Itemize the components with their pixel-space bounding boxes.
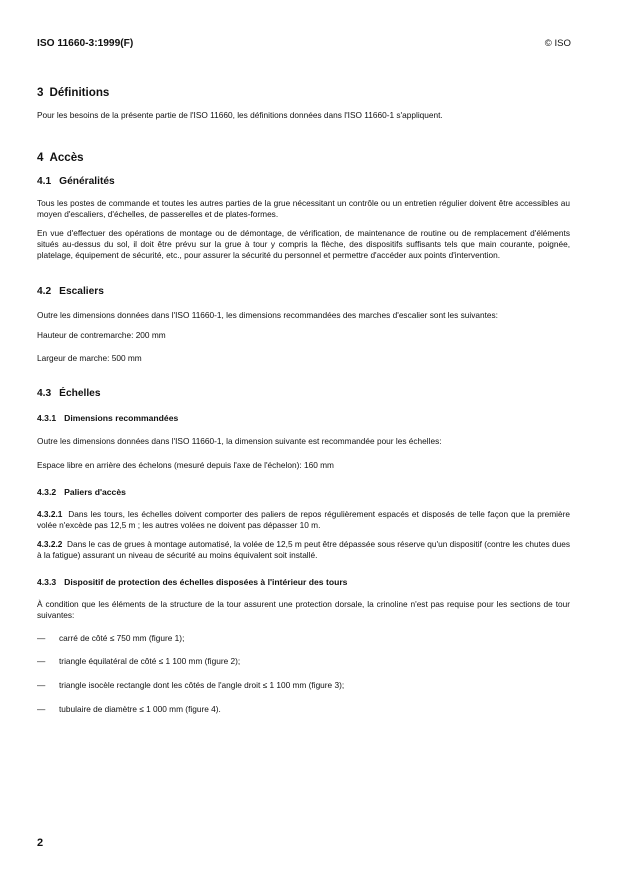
dash-marker: —: [37, 703, 46, 714]
list-item: [37, 680, 570, 691]
section-3-heading: [37, 86, 570, 100]
paragraph: Outre les dimensions données dans l'ISO 11660-1, la dimension suivante est recommandée pour les échelles:: [37, 436, 442, 447]
section-number: 4.3.3: [37, 576, 57, 587]
list-item-text: carré de côté ≤ 750 mm (figure 1);: [59, 632, 185, 643]
section-number: 4.3.1: [37, 413, 57, 424]
section-title: Dimensions recommandées: [64, 413, 179, 424]
list-item-text: triangle équilatéral de côté ≤ 1 100 mm (figure 2);: [59, 656, 241, 667]
paragraph-number: 4.3.2.2: [37, 539, 63, 550]
section-number: 4.3.2: [37, 486, 57, 497]
section-title: Dispositif de protection des échelles disposées à l'intérieur des tours: [64, 576, 348, 587]
section-4-3-heading: [37, 387, 570, 400]
list-item: [37, 704, 570, 715]
section-title: Accès: [49, 150, 84, 164]
section-number: 4.3: [37, 388, 52, 400]
list-item-text: triangle isocèle rectangle dont les côtés de l'angle droit ≤ 1 100 mm (figure 3);: [59, 680, 345, 691]
paragraph: Espace libre en arrière des échelons (mesuré depuis l'axe de l'échelon): 160 mm: [37, 459, 334, 470]
dash-marker: —: [37, 680, 46, 691]
page-number: 2: [37, 837, 44, 849]
paragraph: Pour les besoins de la présente partie de l'ISO 11660, les définitions données dans l'ISO 11660-1 s'appliquent.: [37, 110, 443, 120]
numbered-paragraph: [37, 509, 570, 531]
section-title: Échelles: [59, 388, 101, 400]
section-number: 3: [37, 86, 44, 99]
list-item: [37, 656, 570, 667]
paragraph-text: Dans les tours, les échelles doivent comporter des paliers de repos régulièrement espacés et disposés de telle façon que la première volée n'excède pas 12,5 m ; les autres volées ne doivent pas dépasser 10 m.: [37, 508, 570, 530]
section-4-3-3-heading: [37, 577, 570, 588]
dash-list: [37, 633, 570, 715]
section-title: Généralités: [59, 175, 115, 187]
paragraph: Hauteur de contremarche: 200 mm: [37, 329, 166, 340]
section-title: Escaliers: [59, 285, 104, 297]
section-4-3-1-heading: [37, 413, 570, 424]
list-item: [37, 633, 570, 644]
standard-reference: ISO 11660-3:1999(F): [37, 38, 134, 49]
paragraph-text: Dans le cas de grues à montage automatisé, la volée de 12,5 m peut être dépassée sous réserve qu'un dispositif (contre les chutes dues à la fatigue) assurant un niveau de sécurité au moins équivalent soit installé.: [37, 539, 570, 561]
paragraph: À condition que les éléments de la structure de la tour assurent une protection dorsale, la crinoline n'est pas requise pour les sections de tour suivantes:: [37, 598, 570, 620]
paragraph: Tous les postes de commande et toutes les autres parties de la grue nécessitant un contrôle ou un entretien régulier doivent être accessibles au moyen d'escaliers, d'échelles, de passerelles et de plates-formes.: [37, 197, 570, 219]
paragraph: Outre les dimensions données dans l'ISO 11660-1, les dimensions recommandées des marches d'escalier sont les suivantes:: [37, 309, 498, 320]
dash-marker: —: [37, 632, 46, 643]
paragraph: Largeur de marche: 500 mm: [37, 353, 142, 364]
section-title: Définitions: [49, 86, 110, 99]
section-title: Paliers d'accès: [64, 486, 126, 497]
dash-marker: —: [37, 656, 46, 667]
paragraph-number: 4.3.2.1: [37, 508, 63, 519]
list-item-text: tubulaire de diamètre ≤ 1 000 mm (figure 4).: [59, 703, 221, 714]
section-4-3-2-heading: [37, 487, 570, 498]
copyright-notice: © ISO: [544, 38, 571, 49]
section-4-2-heading: [37, 285, 570, 298]
section-4-1-heading: [37, 175, 570, 188]
numbered-paragraph: [37, 539, 570, 561]
section-number: 4: [37, 150, 44, 164]
section-number: 4.1: [37, 175, 52, 187]
section-number: 4.2: [37, 285, 52, 297]
section-4-heading: [37, 151, 570, 165]
paragraph: En vue d'effectuer des opérations de montage ou de démontage, de vérification, de maintenance de routine ou de remplacement d'éléments situés au-dessus du sol, il doit être prévu sur la grue à tour y compris la flèche, des dispositifs suffisants tels que main courante, poignée, platelage, équipement de sécurité, etc., pour assurer la sécurité du personnel et permettre d'accéder aux points d'intervention.: [37, 228, 570, 260]
page-content: [37, 86, 570, 715]
